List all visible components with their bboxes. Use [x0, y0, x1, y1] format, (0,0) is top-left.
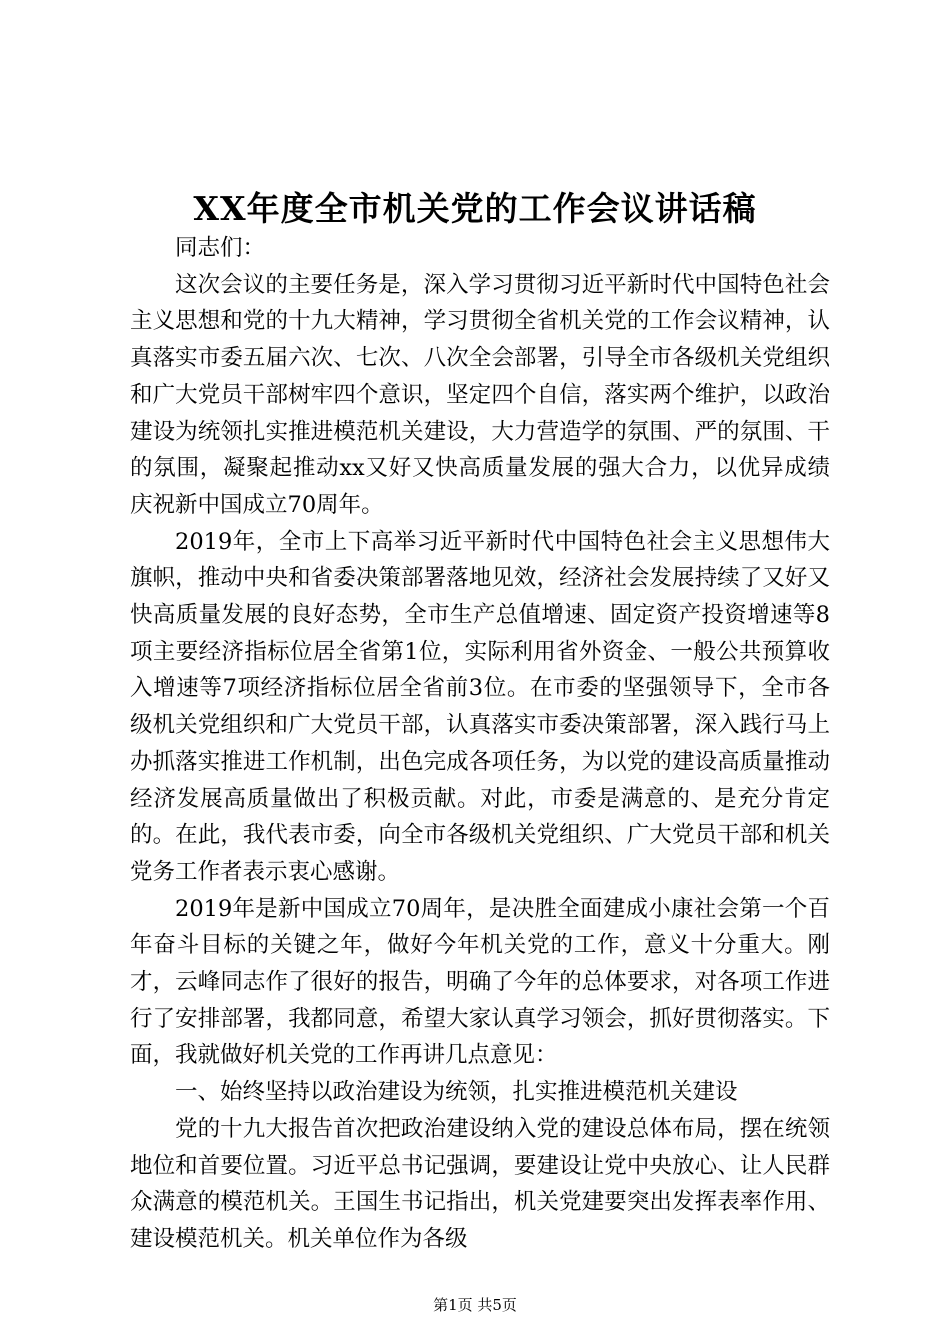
body-paragraph: 2019年是新中国成立70周年，是决胜全面建成小康社会第一个百年奋斗目标的关键之年，做好今年机关党的工作，意义十分重大。刚才，云峰同志作了很好的报告，明确了今年的总体要求，对各项工作进行了安排部署，我都同意，希望大家认真学习领会，抓好贯彻落实。下面，我就做好机关党的工作再讲几点意见：: [130, 895, 830, 1069]
salutation-paragraph: 同志们：: [175, 235, 266, 261]
body-paragraph: 2019年，全市上下高举习近平新时代中国特色社会主义思想伟大旗帜，推动中央和省委决策部署落地见效，经济社会发展持续了又好又快高质量发展的良好态势，全市生产总值增速、固定资产投资增速等8项主要经济指标位居全省第1位，实际利用省外资金、一般公共预算收入增速等7项经济指标位居全省前3位。在市委的坚强领导下，全市各级机关党组织和广大党员干部，认真落实市委决策部署，深入践行马上办抓落实推进工作机制，出色完成各项任务，为以党的建设高质量推动经济发展高质量做出了积极贡献。对此，市委是满意的、是充分肯定的。在此，我代表市委，向全市各级机关党组织、广大党员干部和机关党务工作者表示衷心感谢。: [130, 528, 830, 885]
section-heading: 一、始终坚持以政治建设为统领，扎实推进模范机关建设: [175, 1079, 738, 1106]
page-footer: 第1页 共5页: [433, 1296, 517, 1314]
document-body: [130, 230, 830, 1258]
body-paragraph: 这次会议的主要任务是，深入学习贯彻习近平新时代中国特色社会主义思想和党的十九大精神，学习贯彻全省机关党的工作会议精神，认真落实市委五届六次、七次、八次全会部署，引导全市各级机关党组织和广大党员干部树牢四个意识，坚定四个自信，落实两个维护，以政治建设为统领扎实推进模范机关建设，大力营造学的氛围、严的氛围、干的氛围，凝聚起推动xx又好又快高质量发展的强大合力，以优异成绩庆祝新中国成立70周年。: [130, 271, 830, 518]
body-paragraph: 党的十九大报告首次把政治建设纳入党的建设总体布局，摆在统领地位和首要位置。习近平总书记强调，要建设让党中央放心、让人民群众满意的模范机关。王国生书记指出，机关党建要突出发挥表率作用、建设模范机关。机关单位作为各级: [130, 1115, 830, 1252]
document-title: XX年度全市机关党的工作会议讲话稿: [193, 189, 757, 228]
